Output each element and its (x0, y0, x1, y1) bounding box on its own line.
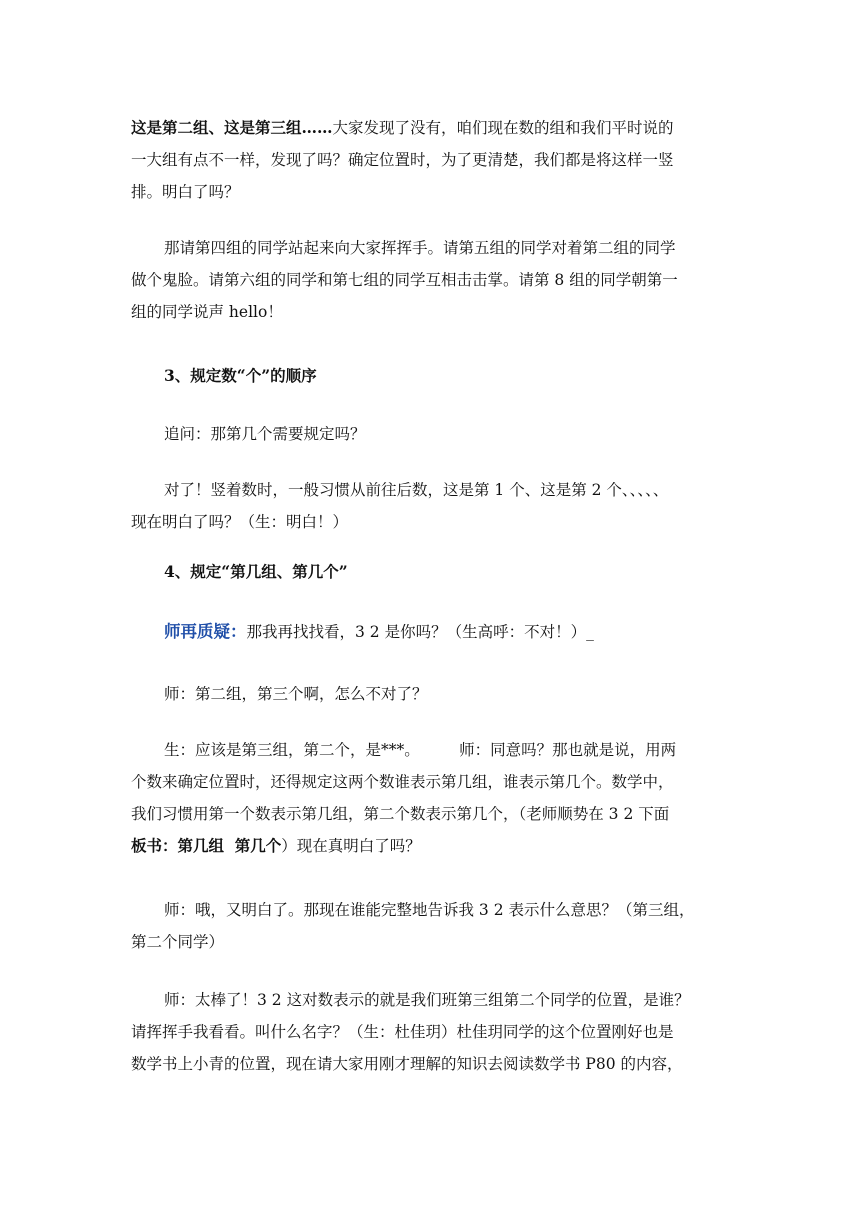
text-line: 师：太棒了！3 2 这对数表示的就是我们班第三组第二个同学的位置，是谁？ (164, 991, 690, 1009)
text-line: 师：第二组，第三个啊，怎么不对了？ (164, 685, 428, 703)
text-line (131, 112, 743, 144)
body-text: 那我再找找看，3 2 是你吗？（生高呼：不对！）_ (246, 623, 594, 641)
paragraph-count-order (131, 474, 743, 538)
paragraph-teacher-challenge (131, 616, 743, 648)
body-text: 大家发现了没有，咱们现在数的组和我们平时说的 (332, 119, 674, 137)
text-line: 个数来确定位置时，还得规定这两个数谁表示第几组，谁表示第几个。数学中， (131, 773, 674, 791)
text-line: 追问：那第几个需要规定吗？ (164, 425, 366, 443)
text-line (131, 616, 743, 648)
paragraph-group-order (131, 112, 743, 208)
paragraph-explain-meaning (131, 894, 743, 958)
paragraph-teacher-question (131, 678, 743, 710)
text-line: 师：哦，又明白了。那现在谁能完整地告诉我 3 2 表示什么意思？（第三组， (164, 901, 695, 919)
text-line: 一大组有点不一样，发现了吗？确定位置时，为了更清楚，我们都是将这样一竖 (131, 151, 674, 169)
text-line: 做个鬼脸。请第六组的同学和第七组的同学互相击击掌。请第 8 组的同学朝第一 (131, 271, 678, 289)
body-text: ）现在真明白了吗？ (281, 837, 421, 855)
section-heading-4 (131, 556, 743, 588)
text-line: 数学书上小青的位置，现在请大家用刚才理解的知识去阅读数学书 P80 的内容， (131, 1055, 683, 1073)
text-line: 现在明白了吗？（生：明白！） (131, 513, 349, 531)
paragraph-group-actions (131, 232, 743, 328)
text-line: 那请第四组的同学站起来向大家挥挥手。请第五组的同学对着第二组的同学 (164, 239, 676, 257)
paragraph-question (131, 418, 743, 450)
text-line: 生：应该是第三组，第二个，是***。 师：同意吗？那也就是说，用两 (164, 741, 677, 759)
paragraph-conclusion (131, 984, 743, 1080)
text-line: 排。明白了吗？ (131, 183, 240, 201)
text-line: 组的同学说声 hello！ (131, 303, 283, 321)
teacher-label: 师再质疑： (164, 622, 247, 641)
heading-text: 3、规定数“个”的顺序 (164, 366, 317, 385)
heading-text: 4、规定“第几组、第几个” (164, 562, 348, 581)
text-line (131, 830, 743, 862)
text-line: 请挥挥手我看看。叫什么名字？（生：杜佳玥）杜佳玥同学的这个位置刚好也是 (131, 1023, 674, 1041)
section-heading-3 (131, 360, 743, 392)
text-line: 对了！竖着数时，一般习惯从前往后数，这是第 1 个、这是第 2 个、、、、、 (164, 481, 669, 499)
bold-text: 这是第二组、这是第三组…… (131, 118, 333, 137)
board-note: 板书：第几组 第几个 (131, 836, 282, 855)
text-line: 第二个同学） (131, 933, 225, 951)
paragraph-student-answer (131, 734, 743, 862)
text-line: 我们习惯用第一个数表示第几组，第二个数表示第几个，（老师顺势在 3 2 下面 (131, 805, 670, 823)
